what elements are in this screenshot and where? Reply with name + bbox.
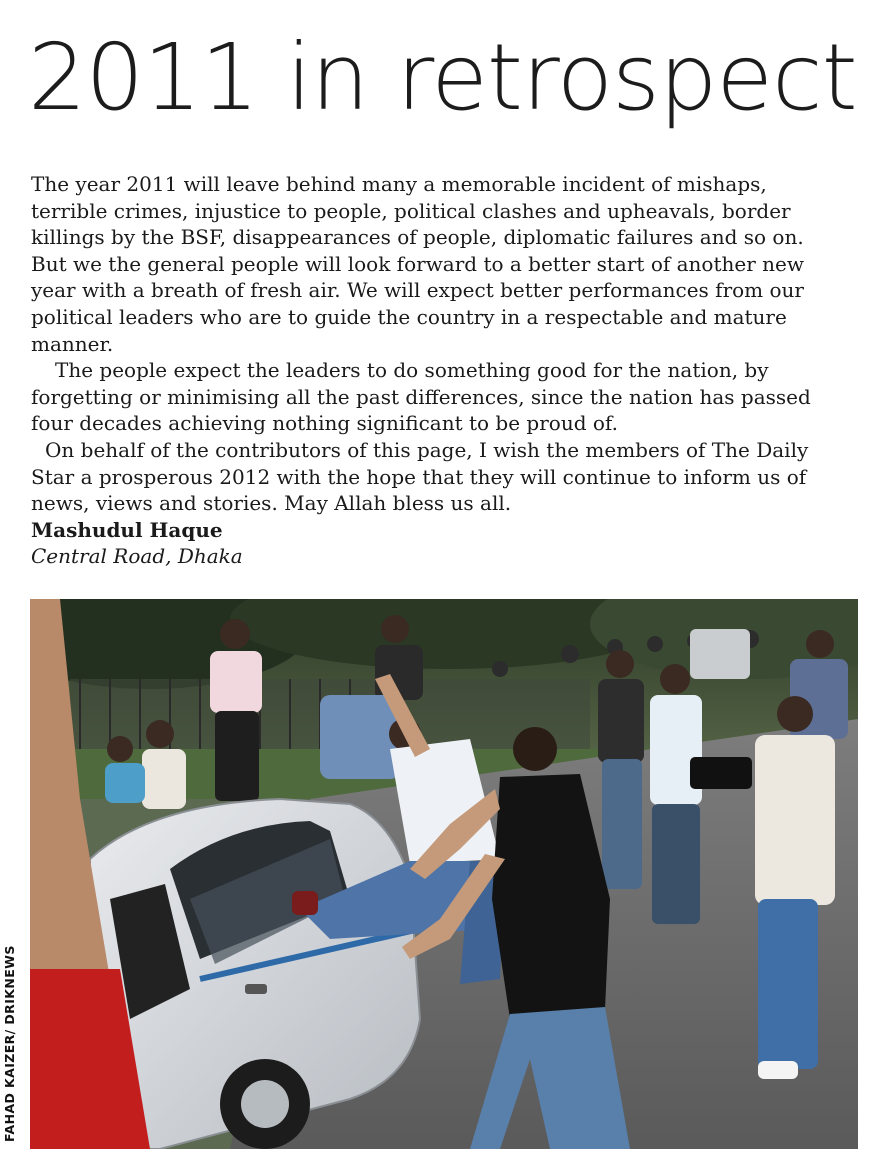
street-scene-illustration (30, 599, 858, 1149)
paragraph-3: On behalf of the contributors of this page, I wish the members of The Daily Star a prosperous 2012 with the hope that they will continue to inform us of news, views and stories. May Allah bless us all. (31, 437, 809, 516)
paragraph-2: The people expect the leaders to do something good for the nation, by forgetting or minimising all the past differences, since the nation has passed four decades achieving nothing significant to be proud of. (31, 358, 811, 436)
author-name: Mashudul Haque (31, 517, 223, 542)
paragraph-1: The year 2011 will leave behind many a memorable incident of mishaps, terrible crimes, injustice to people, political clashes and upheavals, border killings by the BSF, disappearances of people, diplomatic failures and so on. But we the general people will look forward to a better start of another new year with a breath of fresh air. We will expect better performances from our political leaders who are to guide the country in a respectable and mature manner. (31, 172, 804, 356)
news-photo (30, 599, 858, 1149)
author-location: Central Road, Dhaka (31, 544, 243, 569)
letter-body (31, 171, 841, 570)
headline: 2011 in retrospect (28, 24, 857, 131)
photo-credit: FAHAD KAIZER/ DRIKNEWS (2, 945, 17, 1142)
